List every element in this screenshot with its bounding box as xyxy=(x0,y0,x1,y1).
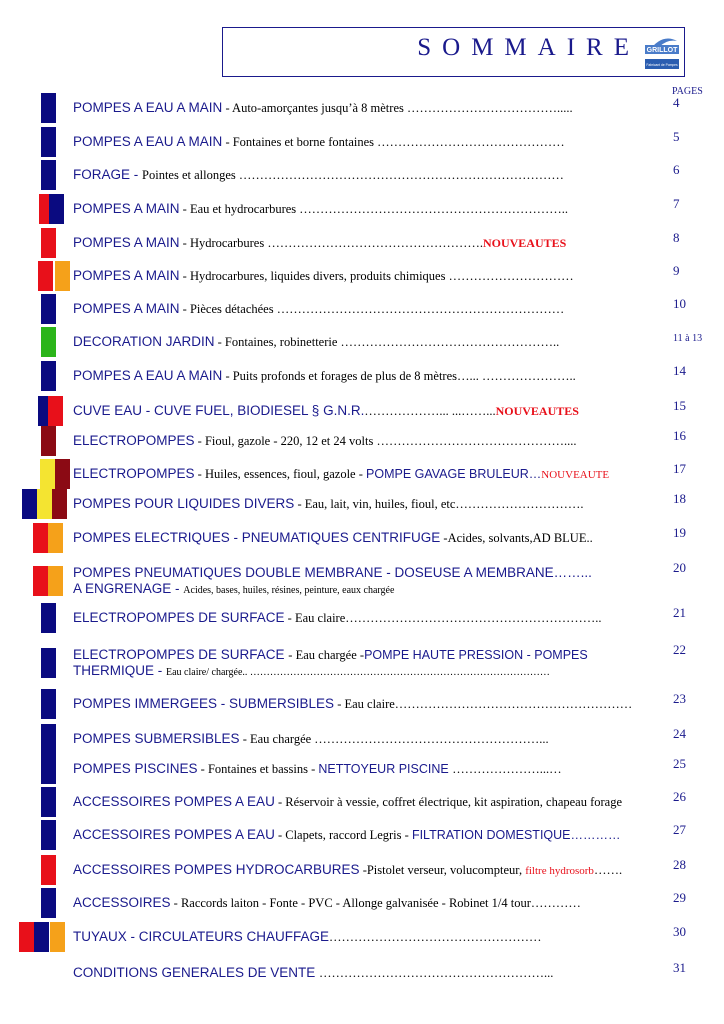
toc-entry xyxy=(0,194,724,228)
toc-main: POMPES PNEUMATIQUES DOUBLE MEMBRANE - DOSEUSE A MEMBRANE……... xyxy=(73,565,592,580)
toc-desc: - Hydrocarbures, liquides divers, produits chimiques xyxy=(179,269,449,283)
page-number: 6 xyxy=(673,162,680,177)
page-number: 8 xyxy=(673,230,680,245)
color-marker xyxy=(38,261,53,291)
color-marker xyxy=(33,523,48,553)
toc-main: POMPES A EAU A MAIN xyxy=(73,100,223,115)
toc-main: ACCESSOIRES POMPES A EAU xyxy=(73,794,275,809)
toc-main: ELECTROPOMPES xyxy=(73,433,195,448)
toc-line xyxy=(73,333,669,351)
toc-main: POMPES A MAIN xyxy=(73,201,180,216)
toc-main: POMPES A EAU A MAIN xyxy=(73,134,223,149)
grillot-logo xyxy=(643,31,681,73)
color-marker xyxy=(19,922,34,952)
toc-main: DECORATION JARDIN xyxy=(73,334,215,349)
toc-dots: ………………………………..... xyxy=(406,101,573,115)
color-marker xyxy=(55,459,70,489)
toc-line xyxy=(73,529,669,547)
toc-line xyxy=(73,826,669,844)
toc-main: ELECTROPOMPES DE SURFACE xyxy=(73,610,285,625)
toc-line xyxy=(73,894,669,912)
toc-entry xyxy=(0,787,724,821)
toc-desc: - Auto-amorçantes jusqu’à 8 mètres xyxy=(222,101,407,115)
toc-desc: - Eau chargée - xyxy=(288,648,365,662)
toc-line2-main: A ENGRENAGE - xyxy=(73,581,184,596)
toc-desc: Pointes et allonges xyxy=(142,168,239,182)
toc-line xyxy=(73,964,669,982)
toc-entry xyxy=(0,640,724,678)
toc-line xyxy=(73,695,669,713)
color-marker xyxy=(50,922,65,952)
toc-desc: - Fioul, gazole - 220, 12 et 24 volts xyxy=(194,434,377,448)
color-marker xyxy=(52,489,67,519)
page-number: 9 xyxy=(673,263,680,278)
toc-line xyxy=(73,402,669,420)
toc-entry xyxy=(0,327,724,361)
toc-line xyxy=(73,928,669,946)
toc-dots: …………………………. xyxy=(455,497,584,511)
toc-main: ACCESSOIRES POMPES A EAU xyxy=(73,827,275,842)
color-marker xyxy=(41,93,56,123)
page-number: 26 xyxy=(673,789,686,804)
toc-desc: - Eau et hydrocarbures xyxy=(179,202,300,216)
toc-dots: ………………………… xyxy=(448,269,574,283)
toc-blue: POMPE HAUTE PRESSION - POMPES xyxy=(364,648,588,662)
color-marker xyxy=(41,426,56,456)
page-number: 30 xyxy=(673,924,686,939)
toc-line xyxy=(73,861,669,879)
color-marker xyxy=(48,566,63,596)
color-marker xyxy=(37,489,52,519)
toc-line-2 xyxy=(73,580,394,598)
toc-entry xyxy=(0,855,724,889)
color-marker xyxy=(41,327,56,357)
page-title: SOMMAIRE xyxy=(417,34,640,61)
toc-main: FORAGE - xyxy=(73,167,143,182)
logo-sub: Fabricant de Pompes xyxy=(646,63,678,67)
toc-entry xyxy=(0,754,724,788)
toc-dots: …………………...… xyxy=(452,762,562,776)
toc-desc: - Puits profonds et forages de plus de 8 mètres…... ………………….. xyxy=(222,369,576,383)
color-marker xyxy=(48,523,63,553)
toc-dots: ……………………………………………………….. xyxy=(299,202,569,216)
toc-dots: …………………………………………….. xyxy=(340,335,560,349)
color-marker xyxy=(41,294,56,324)
page-number: 5 xyxy=(673,129,680,144)
page-number: 29 xyxy=(673,890,686,905)
toc-entry xyxy=(0,459,724,493)
toc-entry xyxy=(0,724,724,758)
toc-main: ACCESSOIRES xyxy=(73,895,171,910)
toc-main: TUYAUX - CIRCULATEURS CHAUFFAGE xyxy=(73,929,330,944)
toc-desc: - Raccords laiton - Fonte - PVC - Allonge galvanisée - Robinet 1/4 tour………… xyxy=(170,896,581,910)
color-marker xyxy=(55,261,70,291)
toc-line xyxy=(73,432,669,450)
color-marker xyxy=(41,787,56,817)
toc-desc: - Eau, lait, vin, huiles, fioul, etc xyxy=(294,497,456,511)
toc-desc: - Eau claire xyxy=(284,611,346,625)
toc-dots: ………………………………………………... xyxy=(314,732,549,746)
toc-desc: - Réservoir à vessie, coffret électrique, kit aspiration, chapeau forage xyxy=(274,795,623,809)
toc-entry xyxy=(0,261,724,295)
color-marker xyxy=(33,566,48,596)
toc-main: CUVE EAU - CUVE FUEL, BIODIESEL § G.N.R. xyxy=(73,403,365,418)
page-number: 19 xyxy=(673,525,686,540)
toc-main: POMPES PISCINES xyxy=(73,761,198,776)
color-marker xyxy=(41,361,56,391)
toc-entry xyxy=(0,689,724,723)
toc-line2-desc: Acides, bases, huiles, résines, peinture, eaux chargée xyxy=(183,585,395,596)
page-number: 31 xyxy=(673,960,686,975)
toc-line xyxy=(73,465,669,483)
toc-desc: - Fontaines et borne fontaines xyxy=(222,135,378,149)
page-number: 25 xyxy=(673,756,686,771)
toc-line xyxy=(73,133,669,151)
color-marker xyxy=(48,396,63,426)
color-marker xyxy=(41,820,56,850)
toc-entry xyxy=(0,396,724,430)
toc-blue: NETTOYEUR PISCINE xyxy=(318,762,453,776)
color-marker xyxy=(41,754,56,784)
toc-entry xyxy=(0,820,724,854)
toc-entry xyxy=(0,888,724,922)
toc-line xyxy=(73,495,669,513)
page-number: 16 xyxy=(673,428,686,443)
toc-dots: ………………... ...……... xyxy=(364,404,496,418)
color-marker xyxy=(41,603,56,633)
page-number: 18 xyxy=(673,491,686,506)
toc-main: CONDITIONS GENERALES DE VENTE xyxy=(73,965,320,980)
color-marker xyxy=(41,855,56,885)
page-number: 7 xyxy=(673,196,680,211)
toc-main: POMPES ELECTRIQUES - PNEUMATIQUES CENTRIFUGE xyxy=(73,530,441,545)
toc-dots: …………………………………………………………………… xyxy=(238,168,564,182)
toc-line xyxy=(73,367,669,385)
toc-entry xyxy=(0,489,724,523)
header-box xyxy=(222,27,685,77)
toc-entry xyxy=(0,426,724,460)
page-number: 28 xyxy=(673,857,686,872)
toc-dots: ……………………………………….... xyxy=(376,434,577,448)
page-number: 10 xyxy=(673,296,686,311)
toc-line xyxy=(73,300,669,318)
toc-main: POMPES POUR LIQUIDES DIVERS xyxy=(73,496,295,511)
toc-dots: ……………………………………………. xyxy=(267,236,483,250)
color-marker xyxy=(41,724,56,754)
toc-line xyxy=(73,267,669,285)
toc-main: POMPES A MAIN xyxy=(73,268,180,283)
page-number: 11 à 13 xyxy=(673,333,703,344)
toc-dots: ……. xyxy=(593,863,623,877)
toc-dots: …………………………………………… xyxy=(329,930,542,944)
toc-line xyxy=(73,609,669,627)
toc-line xyxy=(73,730,669,748)
toc-line xyxy=(73,166,669,184)
toc-entry xyxy=(0,228,724,262)
toc-line xyxy=(73,793,669,811)
toc-entry xyxy=(0,294,724,328)
toc-desc: - Eau claire………………………………………………… xyxy=(334,697,633,711)
page-number: 20 xyxy=(673,560,686,575)
toc-desc: - Fontaines, robinetterie xyxy=(214,335,341,349)
toc-desc: -Acides, solvants,AD BLUE.. xyxy=(440,531,593,545)
page-number: 21 xyxy=(673,605,686,620)
toc-main: ACCESSOIRES POMPES HYDROCARBURES xyxy=(73,862,360,877)
toc-blue: FILTRATION DOMESTIQUE………… xyxy=(411,828,621,842)
page-number: 24 xyxy=(673,726,686,741)
color-marker xyxy=(41,127,56,157)
page-number: 14 xyxy=(673,363,686,378)
logo-text: GRILLOT xyxy=(646,47,678,54)
toc-entry xyxy=(0,160,724,194)
toc-main: POMPES A MAIN xyxy=(73,235,180,250)
toc-main: POMPES A MAIN xyxy=(73,301,180,316)
page-number: 23 xyxy=(673,691,686,706)
toc-main: POMPES IMMERGEES - SUBMERSIBLES xyxy=(73,696,335,711)
toc-entry xyxy=(0,958,724,992)
color-marker xyxy=(41,648,56,678)
toc-desc: - Huiles, essences, fioul, gazole - xyxy=(194,467,367,481)
toc-line2-desc: Eau claire/ chargée.. ……………………………………………………………………………… xyxy=(166,667,550,678)
toc-red: NOUVEAUTES xyxy=(495,404,579,418)
toc-entry xyxy=(0,523,724,557)
toc-redn: filtre hydrosorb xyxy=(525,865,594,877)
toc-entry xyxy=(0,558,724,596)
toc-desc: - Hydrocarbures xyxy=(179,236,268,250)
color-marker xyxy=(34,922,49,952)
toc-main: ELECTROPOMPES DE SURFACE xyxy=(73,647,289,662)
toc-blue: POMPE GAVAGE BRULEUR… xyxy=(366,467,542,481)
toc-line xyxy=(73,99,669,117)
page-number: 15 xyxy=(673,398,686,413)
toc-main: POMPES A EAU A MAIN xyxy=(73,368,223,383)
color-marker xyxy=(41,689,56,719)
toc-dots: ……………………………………… xyxy=(377,135,565,149)
toc-entry xyxy=(0,922,724,956)
toc-dots: ………………………………………………... xyxy=(319,966,554,980)
toc-line2-main: THERMIQUE - xyxy=(73,663,166,678)
toc-entry xyxy=(0,127,724,161)
color-marker xyxy=(41,228,56,258)
toc-desc: - Fontaines et bassins - xyxy=(197,762,319,776)
toc-dots: …………………………………………………….. xyxy=(345,611,602,625)
color-marker xyxy=(41,888,56,918)
color-marker xyxy=(40,459,55,489)
toc-desc: -Pistolet verseur, volucompteur, xyxy=(359,863,526,877)
color-marker xyxy=(49,194,64,224)
color-marker xyxy=(22,489,37,519)
page-number: 22 xyxy=(673,642,686,657)
toc-entry xyxy=(0,361,724,395)
page-number: 17 xyxy=(673,461,686,476)
toc-redn: NOUVEAUTE xyxy=(541,469,610,481)
color-marker xyxy=(41,160,56,190)
page-number: 27 xyxy=(673,822,686,837)
toc-entry xyxy=(0,93,724,127)
toc-line xyxy=(73,234,669,252)
toc-desc: - Clapets, raccord Legris - xyxy=(274,828,412,842)
toc-desc: - Eau chargée xyxy=(239,732,315,746)
page-number: 4 xyxy=(673,95,680,110)
toc-main: POMPES SUBMERSIBLES xyxy=(73,731,240,746)
toc-dots: …………………………………………………………… xyxy=(276,302,565,316)
toc-line xyxy=(73,200,669,218)
toc-main: ELECTROPOMPES xyxy=(73,466,195,481)
toc-desc: - Pièces détachées xyxy=(179,302,277,316)
toc-line xyxy=(73,760,669,778)
toc-red: NOUVEAUTES xyxy=(482,236,567,250)
pages-label: PAGES xyxy=(672,86,703,97)
toc-entry xyxy=(0,603,724,637)
toc-line-2 xyxy=(73,662,550,680)
